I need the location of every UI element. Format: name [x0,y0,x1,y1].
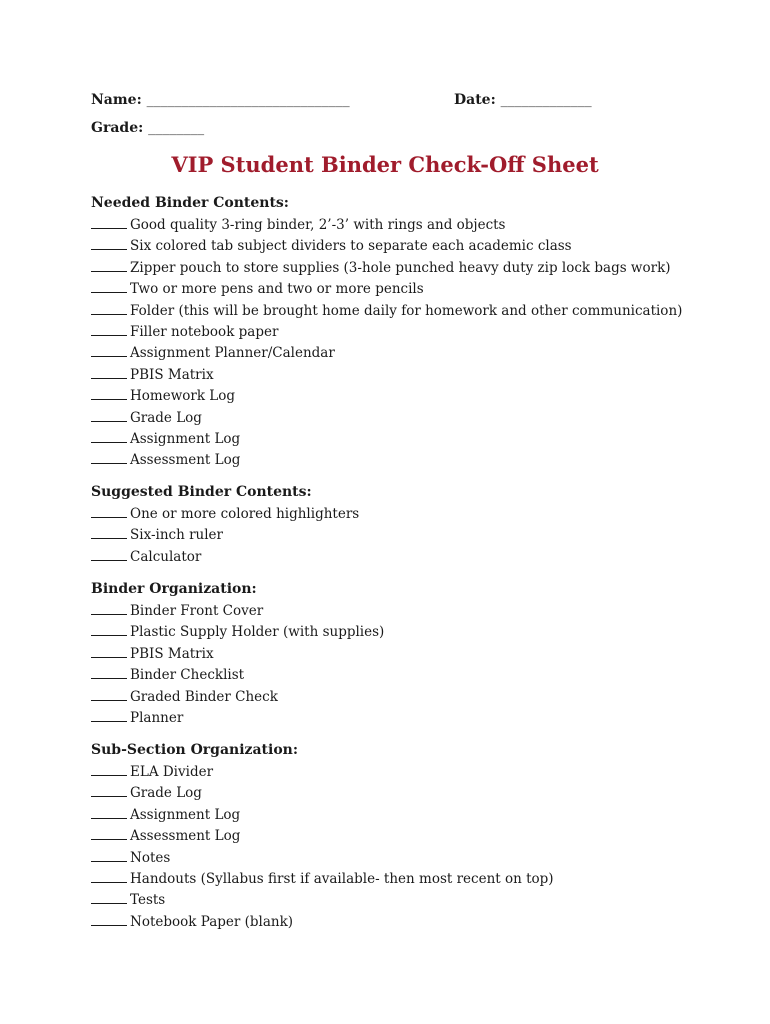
checklist-item [91,546,751,567]
checklist-item-label: Assessment Log [130,452,241,469]
checklist-item-label: Assessment Log [130,828,241,845]
checklist-item [91,911,751,932]
date-blank: _____________ [500,92,592,108]
checklist-item [91,235,751,256]
checklist-item-label: Folder (this will be brought home daily for homework and other communication) [130,302,683,319]
checklist-item [91,847,751,868]
checklist-item [91,449,751,470]
checklist-item-label: Binder Front Cover [130,603,264,619]
name-field [91,92,350,108]
checklist-item [91,407,751,428]
check-blank [91,804,127,819]
check-blank [91,428,127,443]
check-blank [91,235,127,250]
checklist-item [91,524,751,545]
check-blank [91,868,127,883]
checklist-item-label: Six-inch ruler [130,527,223,544]
checklist-item-label: Calculator [130,548,202,565]
checklist-item [91,761,751,782]
check-blank [91,321,127,336]
checklist-item [91,503,751,524]
checklist-item-label: Zipper pouch to store supplies (3-hole punched heavy duty zip lock bags work) [130,259,671,276]
check-blank [91,707,127,722]
section-heading: Sub-Section Organization: [91,742,299,758]
checklist-item [91,782,751,803]
checklist-item-label: Two or more pens and two or more pencils [130,281,424,298]
checklist-item-label: Notebook Paper (blank) [130,913,294,930]
checklist-item [91,889,751,910]
checklist-item [91,364,751,385]
check-blank [91,621,127,636]
check-blank [91,643,127,658]
section-binder-organization [91,579,751,728]
checklist-item [91,868,751,889]
page-title: VIP Student Binder Check-Off Sheet [171,152,599,177]
checklist-item [91,643,751,664]
checklist-item [91,686,751,707]
checklist-item [91,825,751,846]
check-blank [91,761,127,776]
checklist-item-label: PBIS Matrix [130,645,214,662]
checklist-item [91,664,751,685]
checklist-item-label: Good quality 3-ring binder, 2’-3’ with rings and objects [130,217,506,233]
date-field [454,92,592,108]
name-label: Name: [91,92,142,108]
check-blank [91,342,127,357]
section-heading: Binder Organization: [91,581,257,597]
checklist-item [91,707,751,728]
section-heading: Suggested Binder Contents: [91,484,312,500]
check-blank [91,407,127,422]
grade-blank: ________ [148,120,205,136]
checklist-item-label: Grade Log [130,785,202,802]
check-blank [91,278,127,293]
grade-label: Grade: [91,120,144,136]
checklist-item-label: Six colored tab subject dividers to separate each academic class [130,238,572,255]
checklist-item-label: Handouts (Syllabus first if available- then most recent on top) [130,870,554,887]
checklist-item-label: Binder Checklist [130,667,245,684]
checklist-item-label: Assignment Log [130,806,241,823]
checklist-item [91,300,751,321]
checklist-item [91,214,751,235]
checklist-item [91,385,751,406]
checklist-item-label: PBIS Matrix [130,366,214,383]
check-blank [91,503,127,518]
checklist-item [91,804,751,825]
checklist-item [91,278,751,299]
checklist-item [91,621,751,642]
checklist-item-label: Grade Log [130,409,202,426]
check-blank [91,600,127,615]
check-blank [91,782,127,797]
checklist-item-label: Plastic Supply Holder (with supplies) [130,624,385,641]
checklist-item-label: Tests [130,892,166,909]
check-blank [91,825,127,840]
check-blank [91,364,127,379]
checklist-item-label: One or more colored highlighters [130,506,360,522]
section-heading: Needed Binder Contents: [91,195,289,211]
section-needed-binder-contents [91,193,751,471]
check-blank [91,214,127,229]
check-blank [91,911,127,926]
name-blank: _____________________________ [146,92,350,108]
section-suggested-binder-contents [91,482,751,567]
checklist-item [91,600,751,621]
check-blank [91,385,127,400]
checklist-item-label: Notes [130,849,171,866]
check-blank [91,546,127,561]
checklist-item-label: ELA Divider [130,764,214,780]
section-sub-section-organization [91,740,751,932]
checklist-item [91,428,751,449]
checklist-item-label: Homework Log [130,388,236,405]
check-blank [91,847,127,862]
check-blank [91,686,127,701]
checklist-item [91,342,751,363]
checklist-item-label: Graded Binder Check [130,688,278,705]
checklist-item-label: Filler notebook paper [130,323,279,340]
checklist-item [91,321,751,342]
grade-field [91,120,204,136]
checklist-item-label: Planner [130,709,184,726]
date-label: Date: [454,92,496,108]
checklist-item-label: Assignment Planner/Calendar [130,345,335,362]
check-blank [91,664,127,679]
check-blank [91,524,127,539]
check-blank [91,889,127,904]
checklist-item-label: Assignment Log [130,430,241,447]
check-blank [91,449,127,464]
check-blank [91,300,127,315]
check-blank [91,257,127,272]
checklist-item [91,257,751,278]
